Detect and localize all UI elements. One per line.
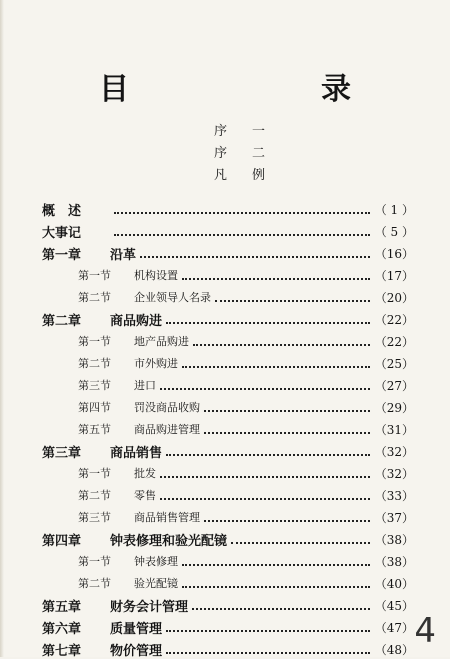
- toc-entry-label: [42, 310, 162, 329]
- toc-chapter-row: [42, 199, 414, 219]
- dot-leader: [114, 233, 370, 236]
- toc-section-row: [42, 551, 414, 571]
- toc-page-number: （27）: [374, 378, 414, 393]
- toc-entry-number: 第一节: [78, 269, 111, 282]
- dot-leader: [140, 255, 370, 258]
- toc-entry-number: 第三章: [42, 445, 82, 461]
- toc-entry-number: 第一节: [78, 555, 111, 568]
- toc-entry-title: 沿革: [110, 247, 137, 263]
- toc-section-row: [42, 397, 414, 417]
- toc-entry-title: 验光配镜: [134, 577, 178, 590]
- toc-entry-label: [42, 553, 178, 569]
- toc-entry-title: 钟表修理和验光配镜: [110, 533, 228, 549]
- toc-entry-label: [42, 487, 156, 503]
- dot-leader: [215, 299, 370, 302]
- toc-entry-title: 钟表修理: [134, 555, 178, 568]
- toc-chapter-row: [42, 221, 414, 241]
- toc-entry-title: 商品购进: [110, 313, 163, 329]
- toc-page-number: （40）: [374, 576, 414, 591]
- toc-entry-title: 商品购进管理: [134, 423, 200, 436]
- toc-entry-number: 第二节: [78, 577, 111, 590]
- toc-entry-label: [42, 640, 162, 659]
- toc-entry-number: 第七章: [42, 643, 82, 659]
- preface-item-1: 序 一: [214, 124, 272, 139]
- toc-section-row: [42, 265, 414, 285]
- toc-entry-label: [42, 333, 189, 349]
- toc-entry-label: [42, 289, 211, 305]
- preface-item-2: 序 二: [214, 146, 272, 161]
- toc-entry-title: 质量管理: [110, 621, 163, 637]
- toc-entry-title: 企业领导人名录: [134, 291, 211, 304]
- dot-leader: [204, 409, 370, 412]
- preface-item-3: 凡 例: [214, 168, 272, 183]
- toc-entry-label: [42, 267, 178, 283]
- toc-entry-title: 零售: [134, 489, 156, 502]
- toc-page-number: （47）: [374, 620, 414, 635]
- dot-leader: [166, 629, 370, 632]
- toc-chapter-row: [42, 243, 414, 263]
- toc-entry-title: 商品销售: [110, 445, 163, 461]
- toc-entry-number: 第三节: [78, 511, 111, 524]
- toc-page-number: （20）: [374, 290, 414, 305]
- toc-entry-label: [42, 222, 110, 241]
- toc-page-number: （32）: [374, 444, 414, 459]
- toc-entry-number: 第二节: [78, 357, 111, 370]
- toc-section-row: [42, 573, 414, 593]
- toc-section-row: [42, 485, 414, 505]
- toc-entry-label: [42, 399, 200, 415]
- toc-chapter-row: [42, 639, 414, 659]
- toc-entry-number: 第一章: [42, 247, 82, 263]
- toc-section-row: [42, 419, 414, 439]
- dot-leader: [166, 453, 370, 456]
- dot-leader: [182, 585, 370, 588]
- toc-entry-number: 第二节: [78, 489, 111, 502]
- toc-entry-label: [42, 442, 162, 461]
- toc-page-number: （22）: [374, 312, 414, 327]
- toc-section-row: [42, 507, 414, 527]
- toc-page-number: （17）: [374, 268, 414, 283]
- toc-page-number: （48）: [374, 642, 414, 657]
- toc-page-number: （38）: [374, 532, 414, 547]
- dot-leader: [166, 651, 370, 654]
- toc-entry-title: 机构设置: [134, 269, 178, 282]
- toc-entry-label: [42, 618, 162, 637]
- dot-leader: [182, 277, 370, 280]
- toc-entry-title: 物价管理: [110, 643, 163, 659]
- toc-entry-title: 财务会计管理: [110, 599, 189, 615]
- dot-leader: [204, 431, 370, 434]
- toc-entry-number: 大事记: [42, 225, 82, 241]
- toc-page-number: （38）: [374, 554, 414, 569]
- dot-leader: [160, 387, 370, 390]
- toc-entry-number: 第一节: [78, 335, 111, 348]
- toc-page-number: （ 1 ）: [374, 202, 414, 217]
- dot-leader: [160, 497, 370, 500]
- toc-entry-title: 批发: [134, 467, 156, 480]
- toc-entry-title: 进口: [134, 379, 156, 392]
- toc-chapter-row: [42, 617, 414, 637]
- toc-entry-number: 第五章: [42, 599, 82, 615]
- toc-entry-label: [42, 244, 136, 263]
- toc-entry-label: [42, 421, 200, 437]
- toc-chapter-row: [42, 529, 414, 549]
- toc-entry-number: 第三节: [78, 379, 111, 392]
- handwritten-page-mark: 4: [414, 611, 436, 651]
- toc-entry-title: 市外购进: [134, 357, 178, 370]
- toc-page-number: （22）: [374, 334, 414, 349]
- toc-entry-number: 第二节: [78, 291, 111, 304]
- toc-page-number: （25）: [374, 356, 414, 371]
- toc-page-number: （32）: [374, 466, 414, 481]
- toc-entry-number: 第六章: [42, 621, 82, 637]
- toc-entry-label: [42, 200, 110, 219]
- dot-leader: [114, 211, 370, 214]
- toc-page-number: （16）: [374, 246, 414, 261]
- dot-leader: [193, 343, 370, 346]
- dot-leader: [204, 519, 370, 522]
- toc-section-row: [42, 463, 414, 483]
- toc-chapter-row: [42, 595, 414, 615]
- dot-leader: [231, 541, 370, 544]
- toc-entry-title: 地产品购进: [134, 335, 189, 348]
- toc-entry-number: 第五节: [78, 423, 111, 436]
- toc-section-row: [42, 331, 414, 351]
- toc-page-number: （31）: [374, 422, 414, 437]
- toc-chapter-row: [42, 441, 414, 461]
- toc-section-row: [42, 375, 414, 395]
- toc-entry-label: [42, 596, 188, 615]
- toc-entry-number: 第一节: [78, 467, 111, 480]
- toc-entry-label: [42, 575, 178, 591]
- toc-entry-number: 概 述: [42, 203, 82, 219]
- toc-page-number: （33）: [374, 488, 414, 503]
- toc-entry-title: 罚没商品收购: [134, 401, 200, 414]
- toc-chapter-row: [42, 309, 414, 329]
- dot-leader: [160, 475, 370, 478]
- toc-entry-number: 第四章: [42, 533, 82, 549]
- toc-section-row: [42, 287, 414, 307]
- toc-entry-label: [42, 509, 200, 525]
- toc-entry-label: [42, 355, 178, 371]
- toc-page-number: （ 5 ）: [374, 224, 414, 239]
- toc-entry-number: 第四节: [78, 401, 111, 414]
- page-title: 目 录: [99, 72, 395, 107]
- toc-entry-label: [42, 530, 227, 549]
- toc-page-number: （29）: [374, 400, 414, 415]
- dot-leader: [192, 607, 370, 610]
- dot-leader: [182, 563, 370, 566]
- toc-entry-label: [42, 377, 156, 393]
- toc-entry-title: 商品销售管理: [134, 511, 200, 524]
- toc-page-number: （37）: [374, 510, 414, 525]
- dot-leader: [182, 365, 370, 368]
- toc-section-row: [42, 353, 414, 373]
- toc-entry-number: 第二章: [42, 313, 82, 329]
- toc-page-number: （45）: [374, 598, 414, 613]
- dot-leader: [166, 321, 370, 324]
- toc-entry-label: [42, 465, 156, 481]
